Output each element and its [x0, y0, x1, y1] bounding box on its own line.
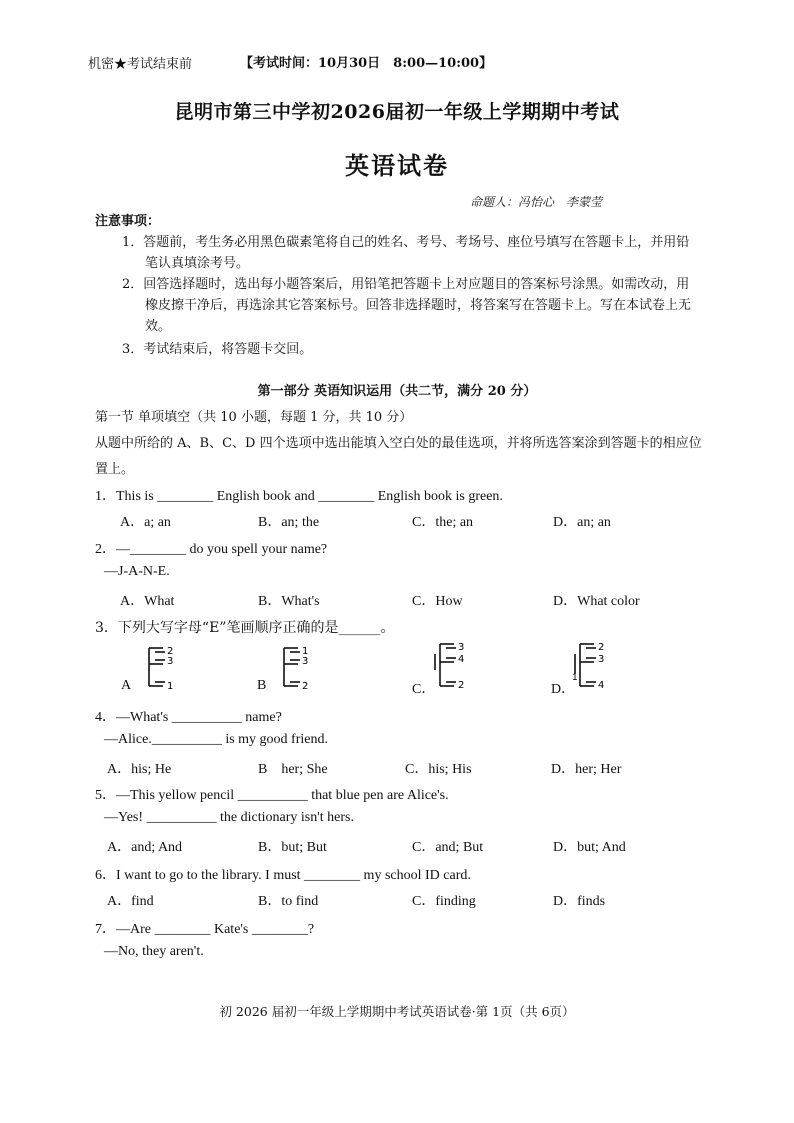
- page-footer: 初 2026 届初一年级上学期期中考试英语试卷·第 1页（共 6页）: [219, 1004, 575, 1019]
- q5-option-b: B．but; But: [258, 840, 327, 855]
- note-2-line-3: 效。: [145, 319, 172, 334]
- notes-heading: 注意事项：: [95, 214, 161, 229]
- note-1-line-2: 笔认真填涂考号。: [145, 256, 250, 271]
- subject-title: 英语试卷: [345, 151, 449, 180]
- note-1-line-1: 1．答题前，考生务必用黑色碳素笔将自己的姓名、考号、考场号、座位号填写在答题卡上，并用铅: [122, 235, 690, 250]
- stroke-num: 2: [302, 681, 309, 692]
- stroke-num: 2: [167, 646, 174, 657]
- q6-option-c: C．finding: [412, 894, 476, 909]
- q3-option-c: C．: [412, 682, 436, 697]
- stroke-num: 3: [167, 656, 174, 667]
- author-line: 命题人：冯怡心 李蒙莹: [470, 195, 603, 209]
- q1-option-a: A．a; an: [120, 515, 171, 530]
- q2-option-b: B．What's: [258, 594, 320, 609]
- q6-option-a: A．find: [107, 894, 154, 909]
- q5-line-2: —Yes! __________ the dictionary isn't hers.: [104, 810, 354, 825]
- q7-line-2: —No, they aren't.: [104, 944, 204, 959]
- q3-option-d: D．: [551, 682, 576, 697]
- q2-stem: 2．—________ do you spell your name?: [95, 542, 328, 557]
- exam-title: 昆明市第三中学初2026届初一年级上学期期中考试: [174, 101, 620, 123]
- q1-stem: 1．This is ________ English book and ________ English book is green.: [95, 489, 503, 504]
- q3-option-b: B: [257, 678, 267, 693]
- q2-line-2: —J-A-N-E.: [104, 564, 170, 579]
- q5-option-d: D．but; And: [553, 840, 626, 855]
- q4-option-b: B her; She: [258, 762, 328, 777]
- part-1-heading: 第一部分 英语知识运用（共二节，满分 20 分）: [257, 384, 537, 399]
- q4-option-d: D．her; Her: [551, 762, 622, 777]
- q4-option-a: A．his; He: [107, 762, 172, 777]
- stroke-num: 1: [572, 673, 578, 683]
- q3-stem: 3．下列大写字母“E”笔画顺序正确的是______。: [95, 620, 395, 636]
- q4-stem: 4．—What's __________ name?: [95, 710, 282, 725]
- q2-option-a: A．What: [120, 594, 175, 609]
- q1-option-d: D．an; an: [553, 515, 611, 530]
- stroke-num: 2: [598, 642, 605, 653]
- q3-option-a: A: [121, 678, 132, 693]
- q7-stem: 7．—Are ________ Kate's ________?: [95, 922, 315, 937]
- q3-diagram-c: [432, 640, 476, 696]
- stroke-num: 3: [302, 656, 309, 667]
- q4-line-2: —Alice.__________ is my good friend.: [104, 732, 328, 747]
- note-3: 3．考试结束后，将答题卡交回。: [122, 342, 313, 357]
- q5-stem: 5．—This yellow pencil __________ that blue pen are Alice's.: [95, 788, 449, 803]
- q6-option-d: D．finds: [553, 894, 606, 909]
- stroke-num: 3: [458, 642, 465, 653]
- note-2-line-2: 橡皮擦干净后，再选涂其它答案标号。回答非选择题时，将答案写在答题卡上。写在本试卷上无: [145, 298, 692, 313]
- q1-option-b: B．an; the: [258, 515, 320, 530]
- stroke-num: 1: [167, 681, 174, 692]
- q4-option-c: C．his; His: [405, 762, 472, 777]
- instruction-line-2: 置上。: [95, 462, 135, 477]
- exam-time: 【考试时间：10月30日 8:00—10:00】: [240, 56, 493, 71]
- q3-diagram-a: [145, 644, 185, 696]
- q5-option-c: C．and; But: [412, 840, 484, 855]
- stroke-num: 2: [458, 680, 465, 691]
- instruction-line-1: 从题中所给的 A、B、C、D 四个选项中选出能填入空白处的最佳选项，并将所选答案涂到答题卡的相应位: [95, 436, 702, 451]
- stroke-num: 4: [598, 680, 605, 691]
- q2-option-d: D．What color: [553, 594, 640, 609]
- q1-option-c: C．the; an: [412, 515, 474, 530]
- stroke-num: 3: [598, 654, 605, 665]
- note-2-line-1: 2．回答选择题时，选出每小题答案后，用铅笔把答题卡上对应题目的答案标号涂黑。如需改动，用: [122, 277, 690, 292]
- q2-option-c: C．How: [412, 594, 463, 609]
- q6-option-b: B．to find: [258, 894, 319, 909]
- section-1-title: 第一节 单项填空（共 10 小题，每题 1 分，共 10 分）: [95, 410, 413, 425]
- q3-diagram-b: [280, 644, 320, 696]
- q3-diagram-d: [572, 640, 616, 696]
- stroke-num: 1: [302, 646, 309, 657]
- q6-stem: 6．I want to go to the library. I must ________ my school ID card.: [95, 868, 471, 883]
- confidential-label: 机密★考试结束前: [88, 57, 193, 72]
- q5-option-a: A．and; And: [107, 840, 183, 855]
- stroke-num: 4: [458, 654, 465, 665]
